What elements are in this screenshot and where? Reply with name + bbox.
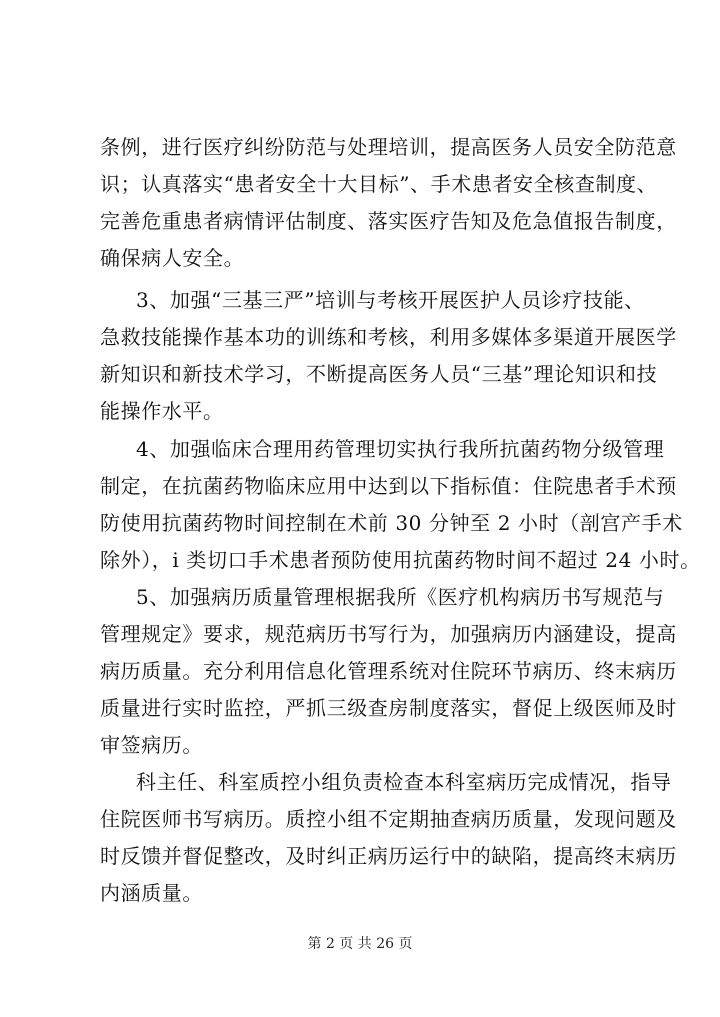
text-line: 制定，在抗菌药物临床应用中达到以下指标值：住院患者手术预 bbox=[100, 474, 677, 498]
text-line: 4、加强临床合理用药管理切实执行我所抗菌药物分级管理 bbox=[136, 437, 665, 461]
text-line: 科主任、科室质控小组负责检查本科室病历完成情况，指导 bbox=[136, 770, 672, 794]
text-line: 确保病人安全。 bbox=[100, 246, 245, 270]
text-line: 审签病历。 bbox=[100, 733, 203, 757]
text-line: 管理规定》要求，规范病历书写行为，加强病历内涵建设，提高 bbox=[100, 622, 677, 646]
text-line: 新知识和新技术学习，不断提高医务人员“三基”理论知识和技 bbox=[100, 362, 658, 386]
text-line: 住院医师书写病历。质控小组不定期抽查病历质量，发现问题及 bbox=[100, 807, 677, 831]
text-line: 急救技能操作基本功的训练和考核，利用多媒体多渠道开展医学 bbox=[100, 325, 677, 349]
text-line: 内涵质量。 bbox=[100, 881, 203, 905]
text-line: 识；认真落实“患者安全十大目标”、手术患者安全核查制度、 bbox=[100, 172, 658, 196]
text-line: 防使用抗菌药物时间控制在术前 30 分钟至 2 小时（剖宫产手术 bbox=[100, 511, 683, 535]
text-line: 病历质量。充分利用信息化管理系统对住院环节病历、终末病历 bbox=[100, 659, 677, 683]
page-number-footer: 第 2 页 共 26 页 bbox=[307, 936, 413, 952]
text-line: 3、加强“三基三严”培训与考核开展医护人员诊疗技能、 bbox=[136, 288, 645, 312]
text-line: 时反馈并督促整改，及时纠正病历运行中的缺陷，提高终末病历 bbox=[100, 844, 677, 868]
text-line: 完善危重患者病情评估制度、落实医疗告知及危急值报告制度， bbox=[100, 209, 677, 233]
text-line: 除外），i 类切口手术患者预防使用抗菌药物时间不超过 24 小时。 bbox=[100, 548, 701, 572]
text-line: 能操作水平。 bbox=[100, 399, 224, 423]
text-line: 5、加强病历质量管理根据我所《医疗机构病历书写规范与 bbox=[136, 585, 665, 609]
text-line: 质量进行实时监控，严抓三级查房制度落实，督促上级医师及时 bbox=[100, 696, 677, 720]
text-line: 条例，进行医疗纠纷防范与处理培训，提高医务人员安全防范意 bbox=[100, 135, 677, 159]
